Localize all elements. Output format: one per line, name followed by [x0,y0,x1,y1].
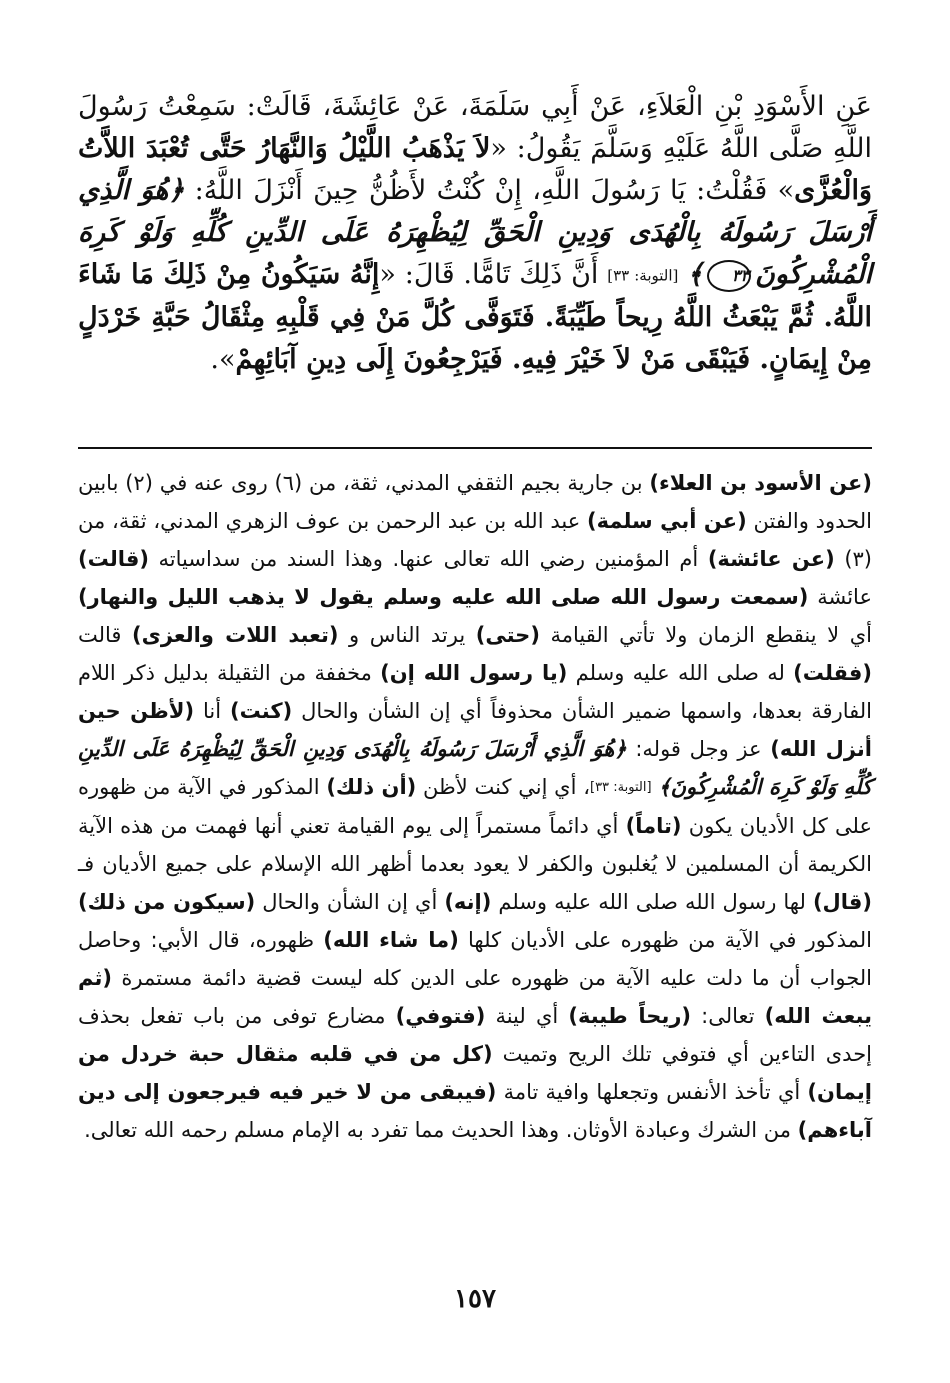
commentary-span: يرتد الناس و [338,623,476,647]
commentary-span: أم المؤمنين رضي الله تعالى عنها. وهذا السند من سداسياته [148,547,708,571]
commentary-span: أي لينة [485,1004,569,1028]
footnote-divider [78,447,872,449]
commentary-span: له صلى الله عليه وسلم [567,661,794,685]
commentary-term: (ما شاء الله) [323,928,459,952]
commentary-term: (حتى) [475,623,540,647]
commentary-term: (فيبقى من لا خير فيه فيرجعون إلى دين آباءهم) [78,1080,872,1142]
commentary-term: (ريحاً طيبة) [568,1004,692,1028]
commentary-span: قالت [78,623,133,647]
after-verse-text: أَنَّ ذَلِكَ تَامًّا. قَالَ: « [379,259,608,290]
commentary-term: (فقلت) [793,661,873,685]
hadith-quote-part2: إِنَّهُ سَيَكُونُ مِنْ ذَلِكَ مَا شَاءَ اللَّهُ. ثُمَّ يَبْعَثُ اللَّهُ رِيحاً طَيِّبَةً. فَتَوَفَّى كُلَّ مَنْ فِي قَلْبِهِ مِثْقَالُ حَبَّةِ خَرْدَلٍ مِنْ إِيمَانٍ. فَيَبْقَى مَنْ لاَ خَيْرَ فِيهِ. فَيَرْجِعُونَ إِلَى دِينِ آبَائِهِمْ [78,259,872,375]
isnad-text: عَنِ الأَسْوَدِ بْنِ الْعَلاَءِ، عَنْ أَبِي سَلَمَةَ، عَنْ عَائِشَةَ، قَالَتْ: سَمِعْتُ رَسُولَ اللَّهِ صَلَّى اللَّهُ عَلَيْهِ وَسَلَّمَ يَقُولُ: « [78,91,872,164]
commentary-text [78,464,872,1149]
commentary-term: (أن ذلك) [326,775,417,799]
commentary-term: (ثم يبعث الله) [78,966,872,1028]
commentary-term: (قال) [812,890,872,914]
commentary-span: أي لا ينقطع الزمان ولا تأتي القيامة [539,623,872,647]
hadith-text [78,86,872,381]
hadith-quote-part1: لاَ يَذْهَبُ اللَّيْلُ وَالنَّهَارُ حَتَّى تُعْبَدَ اللاَّتُ وَالْعُزَّى [78,133,872,206]
commentary-term: (سمعت رسول الله صلى الله عليه وسلم يقول لا يذهب الليل والنهار) [78,585,809,609]
commentary-span: من الشرك وعبادة الأوثان. وهذا الحديث مما تفرد به الإمام مسلم رحمه الله تعالى. [84,1118,798,1142]
commentary-span: أي دائماً مستمراً إلى يوم القيامة تعني أنها فهمت من هذه الآية الكريمة أن المسلمين لا يُغلبون والكفر لا يعود بعدما أظهر الله الإسلام على جميع الأديان فـ [78,814,872,876]
book-page [78,86,872,1363]
page-number: ١٥٧ [454,1284,496,1314]
commentary-term: (كل من في قلبه مثقال حبة خردل من إيمان) [78,1042,872,1104]
commentary-term: (قالت) [78,547,149,571]
commentary-span: تعالى: [691,1004,765,1028]
commentary-span: أي تأخذ الأنفس وتجعلها وافية تامة [496,1080,808,1104]
commentary-span: بن جارية بجيم الثقفي المدني، ثقة، من (٦) روى عنه في (٢) بابين الحدود والفتن [78,471,872,533]
closing-punctuation: ». [210,343,236,375]
commentary-span: ، أي إني كنت لأظن [416,775,590,799]
commentary-span: لها رسول الله صلى الله عليه وسلم [491,890,813,914]
verse-close-bracket: ﴾ [687,259,704,290]
ayah-number-marker: ٣٣ [707,260,751,292]
quran-verse-text: ﴿هُوَ الَّذِي أَرْسَلَ رَسُولَهُ بِالْهُدَى وَدِينِ الْحَقِّ لِيُظْهِرَهُ عَلَى الدِّينِ كُلِّهِ وَلَوْ كَرِهَ الْمُشْرِكُونَ [78,175,872,290]
commentary-span: أنا [194,699,230,723]
commentary-span: المذكور في الآية من ظهوره على كل الأديان يكون [78,775,872,838]
verse-reference: [التوبة: ٣٣] [607,266,679,285]
commentary-term: (إنه) [444,890,492,914]
commentary-span: مخففة من الثقيلة بدليل ذكر اللام الفارقة بعدها، واسمها ضمير الشأن محذوفاً أي إن الشأن والحال [78,661,872,723]
commentary-term: (عن عائشة) [707,547,835,571]
commentary-span: عز وجل قوله: [626,737,771,761]
commentary-term: (فتوفي) [395,1004,486,1028]
commentary-span: عبد الله بن عبد الرحمن بن عوف الزهري المدني، ثقة، من (٣) [78,509,872,571]
commentary-term: (عن الأسود بن العلاء) [649,471,873,495]
commentary-term: (لأظن حين أنزل الله) [78,699,872,761]
commentary-span: المذكور في الآية من ظهوره على الأديان كلها [458,928,872,952]
commentary-term: (تاماً) [625,814,682,838]
commentary-verse-reference: [التوبة: ٣٣] [590,780,652,795]
commentary-term: (يا رسول الله إن) [380,661,568,685]
commentary-span: مضارع توفى من باب تفعل بحذف إحدى التاءين أي فتوفي تلك الريح وتميت [78,1004,873,1066]
commentary-span: ظهوره، قال الأبي: وحاصل الجواب أن ما دلت عليه الآية من ظهوره على الدين كله ليست قضية دائمة مستمرة [78,928,872,990]
commentary-term: (عن أبي سلمة) [587,509,747,533]
commentary-term: (تعبد اللات والعزى) [132,623,339,647]
commentary-quran-verse: ﴿هُوَ الَّذِي أَرْسَلَ رَسُولَهُ بِالْهُدَى وَدِينِ الْحَقِّ لِيُظْهِرَهُ عَلَى الدِّينِ كُلِّهِ وَلَوْ كَرِهَ الْمُشْرِكُونَ﴾ [78,736,872,799]
commentary-term: (سيكون من ذلك) [78,890,256,914]
dialogue-text: » فَقُلْتُ: يَا رَسُولَ اللَّهِ، إِنْ كُنْتُ لأَظُنُّ حِينَ أَنْزَلَ اللَّهُ: [184,175,795,206]
commentary-span: أي إن الشأن والحال [255,890,445,914]
commentary-term: (كنت) [229,699,293,723]
commentary-span: عائشة [808,585,872,609]
